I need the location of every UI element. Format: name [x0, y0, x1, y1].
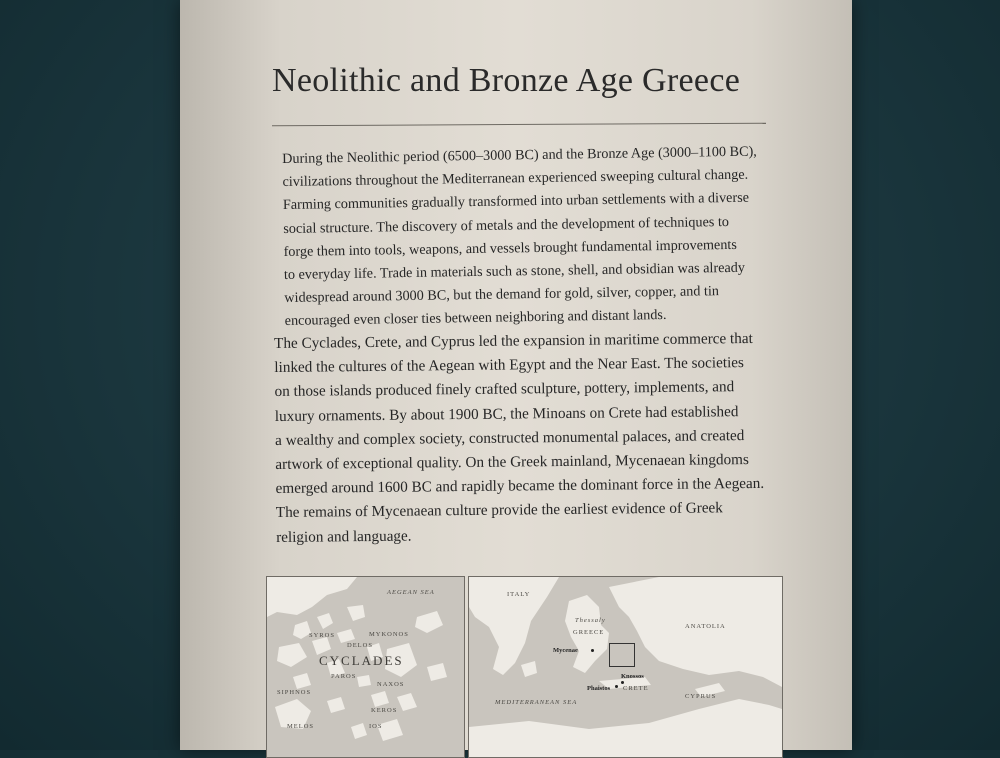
- text-line: on those islands produced finely crafted sculpture, pottery, implements, and: [274, 378, 735, 401]
- cyclades-label: CYCLADES: [319, 653, 404, 668]
- aegean-sea-label: AEGEAN SEA: [387, 589, 435, 596]
- cyclades-map: [266, 576, 465, 758]
- paros-label: PAROS: [331, 673, 357, 680]
- text-line: widespread around 3000 BC, but the demand for gold, silver, copper, and tin: [284, 283, 720, 307]
- text-line: Farming communities gradually transformed into urban settlements with a diverse: [282, 190, 750, 214]
- text-line: social structure. The discovery of metals and the development of techniques to: [283, 213, 730, 237]
- mycenae-marker: [591, 649, 594, 652]
- mediterranean-map: [468, 576, 783, 758]
- cyprus-label: CYPRUS: [685, 693, 717, 700]
- text-line: luxury ornaments. By about 1900 BC, the Minoans on Crete had established: [274, 402, 739, 425]
- melos-label: MELOS: [287, 723, 315, 730]
- text-line: During the Neolithic period (6500–3000 BC) and the Bronze Age (3000–1100 BC),: [282, 143, 757, 167]
- thessaly-label: Thessaly: [575, 617, 606, 624]
- greece-label: GREECE: [573, 629, 605, 636]
- delos-label: DELOS: [347, 642, 373, 649]
- text-line: encouraged even closer ties between neighboring and distant lands.: [284, 307, 667, 330]
- mykonos-label: MYKONOS: [369, 631, 409, 638]
- ios-label: IOS: [369, 723, 383, 730]
- text-line: religion and language.: [276, 527, 412, 546]
- phaistos-label: Phaistos: [587, 685, 611, 692]
- knossos-marker: [621, 681, 624, 684]
- text-line: The remains of Mycenaean culture provide the earliest evidence of Greek: [275, 499, 723, 522]
- cyclades-inset-marker: [609, 643, 635, 667]
- text-line: The Cyclades, Crete, and Cyprus led the expansion in maritime commerce that: [274, 329, 753, 352]
- panel-title: Neolithic and Bronze Age Greece: [272, 62, 741, 99]
- mycenae-label: Mycenae: [553, 647, 578, 654]
- siphnos-label: SIPHNOS: [277, 689, 312, 696]
- naxos-label: NAXOS: [377, 681, 405, 688]
- mediterranean-land-svg: [469, 577, 782, 757]
- anatolia-label: ANATOLIA: [685, 623, 726, 630]
- text-line: a wealthy and complex society, constructed monumental palaces, and created: [275, 426, 745, 449]
- knossos-label: Knossos: [621, 673, 644, 680]
- text-line: emerged around 1600 BC and rapidly became the dominant force in the Aegean.: [275, 475, 765, 498]
- text-line: linked the cultures of the Aegean with Egypt and the Near East. The societies: [274, 354, 744, 377]
- syros-label: SYROS: [309, 632, 335, 639]
- paragraph-maritime: [274, 327, 765, 550]
- italy-label: ITALY: [507, 591, 531, 598]
- keros-label: KEROS: [371, 707, 398, 714]
- text-line: civilizations throughout the Mediterranean experienced sweeping cultural change.: [282, 166, 749, 191]
- text-line: forge them into tools, weapons, and vessels brought fundamental improvements: [283, 236, 737, 260]
- mediterranean-sea-label: MEDITERRANEAN SEA: [495, 699, 578, 706]
- text-line: artwork of exceptional quality. On the Greek mainland, Mycenaean kingdoms: [275, 451, 749, 474]
- crete-label: CRETE: [623, 685, 649, 692]
- phaistos-marker: [615, 685, 618, 688]
- text-line: to everyday life. Trade in materials such as stone, shell, and obsidian was already: [283, 259, 746, 283]
- paragraph-neolithic: [282, 141, 760, 334]
